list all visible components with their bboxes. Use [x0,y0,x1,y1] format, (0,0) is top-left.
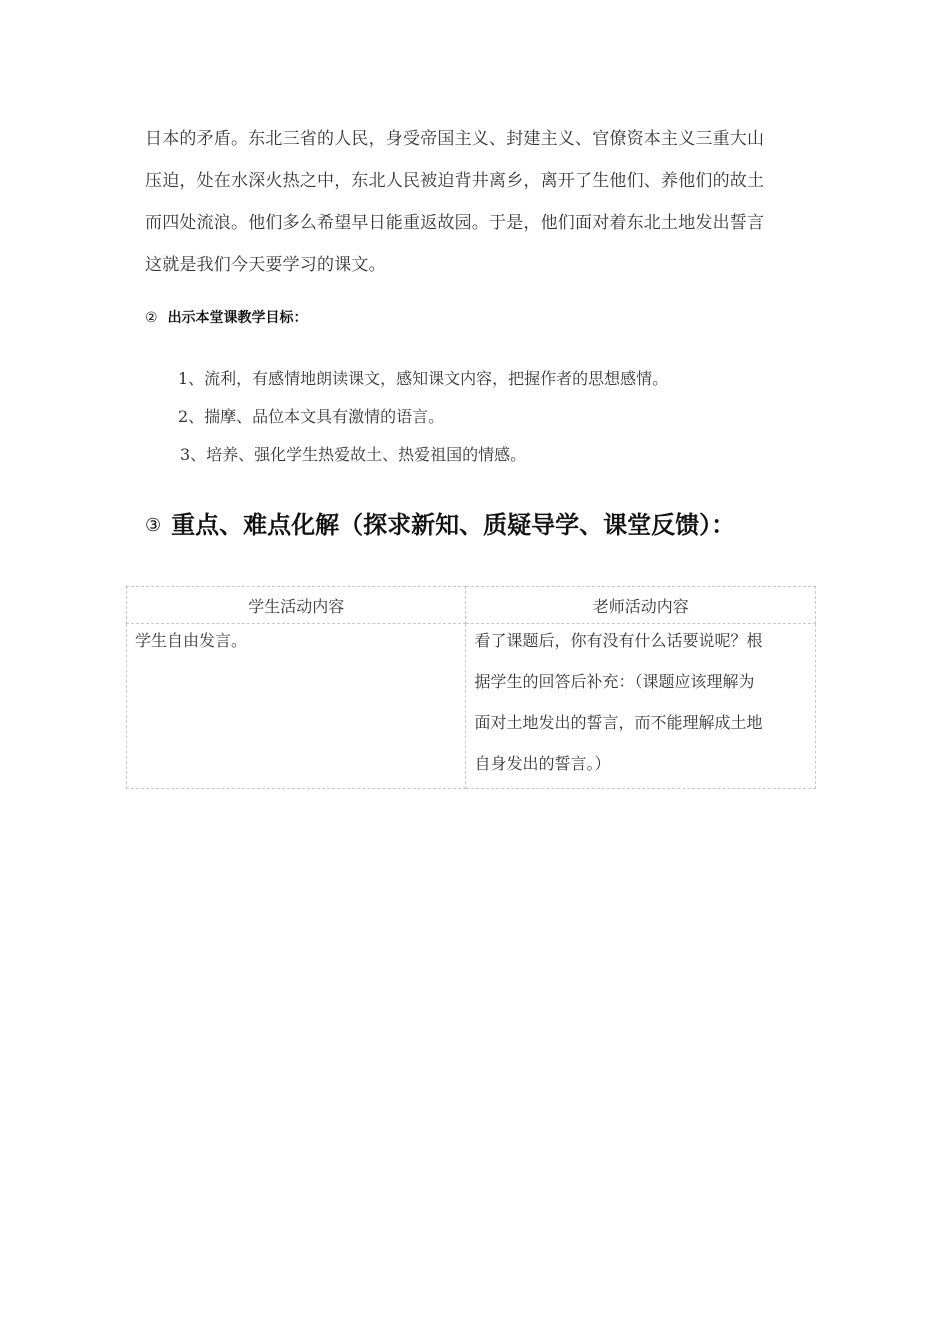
table-header-row [127,587,816,624]
paragraph-line: 而四处流浪。他们多么希望早日能重返故园。于是，他们面对着东北土地发出誓言 [145,213,765,233]
key-points-heading [145,505,735,540]
goals-list [178,360,668,474]
teacher-activity-text [474,620,807,784]
teacher-text-line: 看了课题后，你有没有什么话要说呢？根 [474,631,763,650]
table-row [127,624,816,789]
teacher-text-line: 据学生的回答后补充：（课题应该理解为 [474,672,755,691]
paragraph-line: 日本的矛盾。东北三省的人民，身受帝国主义、封建主义、官僚资本主义三重大山 [145,129,765,149]
goal-item: 1、流利，有感情地朗读课文，感知课文内容，把握作者的思想感情。 [178,369,669,388]
paragraph-line: 这就是我们今天要学习的课文。 [145,255,386,275]
teacher-text-line: 面对土地发出的誓言，而不能理解成土地 [474,713,763,732]
key-heading-title: 重点、难点化解（探求新知、质疑导学、课堂反馈）： [171,511,736,539]
goal-item: 2、揣摩、品位本文具有激情的语言。 [178,407,445,426]
teacher-activity-header: 老师活动内容 [466,587,816,624]
student-activity-cell [127,624,466,789]
goals-heading-number: ② [145,310,158,326]
goal-item: 3、培养、强化学生热爱故土、热爱祖国的情感。 [180,445,527,464]
student-activity-text: 学生自由发言。 [135,631,248,650]
intro-paragraph [145,118,815,286]
goals-heading-title: 出示本堂课教学目标： [167,310,308,326]
activity-table [126,586,816,789]
key-heading-number: ③ [145,515,162,536]
student-activity-header: 学生活动内容 [127,587,466,624]
goals-heading [145,307,308,327]
teacher-activity-cell [466,624,816,789]
teacher-text-line: 自身发出的誓言。） [474,754,611,773]
paragraph-line: 压迫，处在水深火热之中，东北人民被迫背井离乡，离开了生他们、养他们的故土 [145,171,765,191]
